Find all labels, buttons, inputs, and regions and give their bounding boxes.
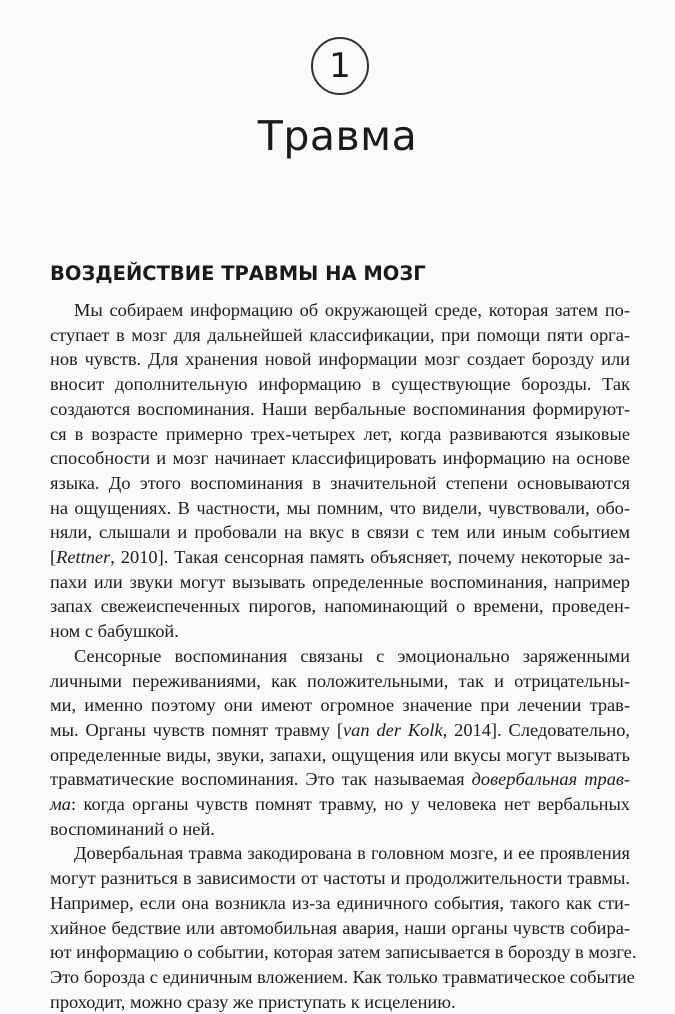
text-line: личными переживаниями, как положительными, так и отрицательны- [50, 670, 630, 691]
paragraph [50, 298, 630, 644]
body-text [50, 298, 637, 1014]
text-line: мы. Органы чувств помнят травму [van der Kolk, 2014]. Следовательно, [50, 719, 630, 740]
text-line: травматические воспоминания. Это так называемая довербальная трав- [50, 769, 630, 790]
text-line: Мы собираем информацию об окружающей среде, которая затем по- [74, 300, 630, 320]
text-line: могут разниться в зависимости от частоты и продолжительности травмы. [50, 868, 630, 889]
text-line: способности и мозг начинает классифицировать информацию на основе [50, 448, 630, 469]
text-line: ступает в мозг для дальнейшей классификации, при помощи пяти орга- [50, 324, 630, 345]
text-line: Сенсорные воспоминания связаны с эмоционально заряженными [74, 645, 630, 666]
text-line: хийное бедствие или автомобильная авария, наши органы чувств собира- [50, 917, 630, 938]
chapter-number-badge [311, 37, 369, 95]
text-line: ми, именно поэтому они имеют огромное значение при лечении трав- [50, 695, 630, 716]
text-line: ся в возрасте примерно трех-четырех лет, когда развиваются языковые [50, 423, 630, 444]
text-line: создаются воспоминания. Наши вербальные воспоминания формируют- [50, 398, 630, 419]
text-line: проходит, можно сразу же приступать к исцелению. [50, 991, 456, 1012]
text-line: ют информацию о событии, которая затем записывается в борозду в мозге. [50, 942, 637, 963]
section-heading: ВОЗДЕЙСТВИЕ ТРАВМЫ НА МОЗГ [50, 262, 426, 285]
text-line: пахи или звуки могут вызывать определенные воспоминания, например [50, 571, 630, 592]
text-line: [Rettner, 2010]. Такая сенсорная память объясняет, почему некоторые за- [50, 547, 630, 568]
text-line: Довербальная травма закодирована в головном мозге, и ее проявления [74, 843, 630, 864]
text-line: ма: когда органы чувств помнят травму, но у человека нет вербальных [50, 794, 630, 815]
text-line: вносит дополнительную информацию в существующие борозды. Так [50, 374, 630, 395]
text-line: Например, если она возникла из-за единичного события, такого как сти- [50, 892, 630, 913]
text-line: нов чувств. Для хранения новой информации мозг создает борозду или [50, 349, 630, 370]
paragraph [50, 841, 637, 1014]
text-line: запах свежеиспеченных пирогов, напоминающий о времени, проведен- [50, 596, 630, 617]
text-line: на ощущениях. В частности, мы помним, что видели, чувствовали, обо- [50, 497, 630, 518]
text-line: определенные виды, звуки, запахи, ощущения или вкусы могут вызывать [50, 744, 630, 765]
text-line: воспоминаний о ней. [50, 818, 215, 839]
chapter-title: Травма [257, 112, 418, 160]
text-line: Это борозда с единичным вложением. Как только травматическое событие [50, 966, 635, 987]
text-line: ном с бабушкой. [50, 621, 179, 642]
chapter-number: 1 [329, 46, 351, 86]
paragraph [50, 644, 630, 842]
text-line: няли, слышали и пробовали на вкус в связи с тем или иным событием [50, 522, 630, 543]
text-line: языка. До этого воспоминания в значительной степени основываются [50, 472, 630, 493]
